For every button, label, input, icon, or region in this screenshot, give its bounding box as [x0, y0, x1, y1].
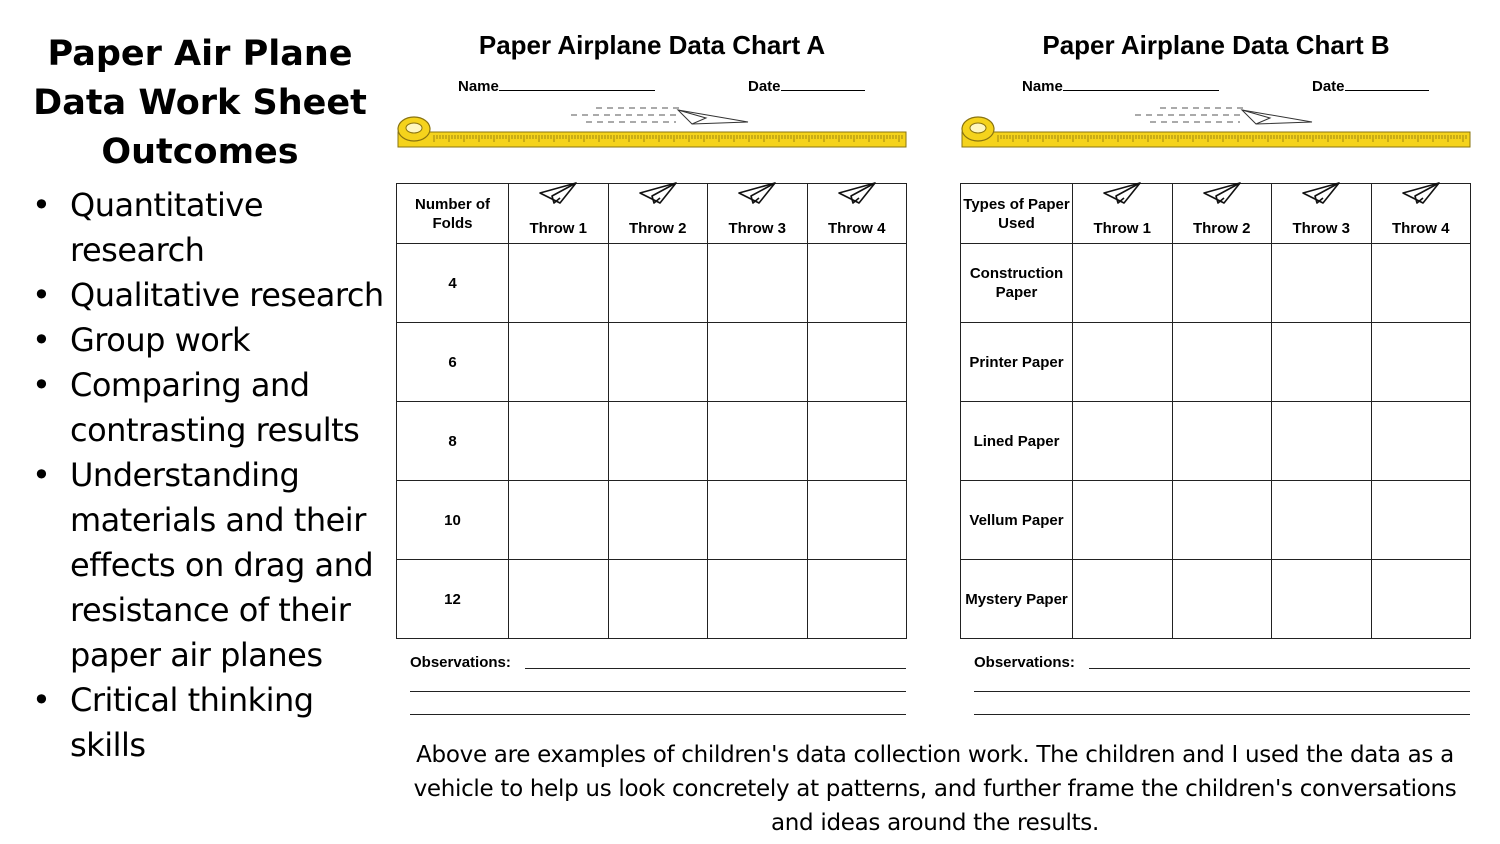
outcomes-panel [28, 30, 388, 768]
empty-cell [1371, 481, 1471, 560]
empty-cell [1172, 560, 1272, 639]
empty-cell [1172, 244, 1272, 323]
date-label: Date [1312, 78, 1345, 95]
empty-cell [1371, 244, 1471, 323]
paper-airplane-icon [1202, 181, 1242, 214]
date-field [748, 76, 865, 95]
empty-cell [1272, 244, 1372, 323]
empty-cell [608, 481, 708, 560]
empty-cell [1172, 323, 1272, 402]
outcomes-title-line: Outcomes [101, 132, 299, 172]
row-label: 12 [397, 560, 509, 639]
first-col-header: Types of Paper Used [961, 184, 1073, 244]
table-header-row [397, 184, 907, 244]
empty-cell [708, 244, 808, 323]
empty-cell [1073, 323, 1173, 402]
paper-airplane-icon [538, 181, 578, 214]
paper-airplane-icon [638, 181, 678, 214]
empty-cell [1172, 481, 1272, 560]
throw-header: Throw 2 [608, 184, 708, 244]
chart-b-title: Paper Airplane Data Chart B [1042, 30, 1390, 60]
name-field [1022, 76, 1219, 95]
empty-cell [1272, 481, 1372, 560]
empty-cell [1272, 402, 1372, 481]
empty-cell [509, 481, 609, 560]
data-chart-a [396, 28, 908, 671]
table-row [961, 481, 1471, 560]
empty-cell [1272, 323, 1372, 402]
table-header-row [961, 184, 1471, 244]
throw-header: Throw 2 [1172, 184, 1272, 244]
chart-b-table [960, 183, 1471, 639]
empty-cell [807, 481, 907, 560]
observations-area [410, 654, 906, 723]
empty-cell [1371, 560, 1471, 639]
outcome-item: • Group work [28, 318, 388, 363]
empty-cell [1172, 402, 1272, 481]
table-row [397, 402, 907, 481]
table-row [397, 481, 907, 560]
empty-cell [1073, 560, 1173, 639]
empty-cell [708, 402, 808, 481]
caption-text: Above are examples of children's data collection work. The children and I used the data as a vehicle to help us look concretely at patterns, and further frame the children's conversations and ideas around the results. [413, 742, 1457, 836]
chart-a-title: Paper Airplane Data Chart A [478, 30, 826, 60]
empty-cell [708, 481, 808, 560]
empty-cell [608, 402, 708, 481]
empty-cell [509, 402, 609, 481]
paper-airplane-icon [1102, 181, 1142, 214]
outcomes-title-line: Data Work Sheet [33, 83, 367, 123]
row-label: 8 [397, 402, 509, 481]
name-date-row [960, 76, 1472, 102]
empty-cell [708, 323, 808, 402]
paper-airplane-icon [1401, 181, 1441, 214]
date-label: Date [748, 78, 781, 95]
row-label: 10 [397, 481, 509, 560]
throw-header: Throw 4 [807, 184, 907, 244]
throw-header: Throw 3 [1272, 184, 1372, 244]
observations-label: Observations: [410, 654, 511, 671]
name-date-row [396, 76, 908, 102]
outcome-item: • Qualitative research [28, 273, 388, 318]
chart-a-table [396, 183, 907, 639]
row-label: Vellum Paper [961, 481, 1073, 560]
name-field [458, 76, 655, 95]
table-row [961, 244, 1471, 323]
empty-cell [807, 244, 907, 323]
empty-cell [807, 560, 907, 639]
empty-cell [807, 402, 907, 481]
first-col-header: Number of Folds [397, 184, 509, 244]
name-label: Name [458, 78, 499, 95]
row-label: Printer Paper [961, 323, 1073, 402]
table-row [961, 560, 1471, 639]
row-label: Mystery Paper [961, 560, 1073, 639]
date-field [1312, 76, 1429, 95]
empty-cell [1073, 402, 1173, 481]
empty-cell [1073, 481, 1173, 560]
outcome-item: • Comparing and contrasting results [28, 363, 388, 453]
empty-cell [1073, 244, 1173, 323]
paper-airplane-icon [737, 181, 777, 214]
throw-header: Throw 3 [708, 184, 808, 244]
empty-cell [1371, 323, 1471, 402]
row-label: Lined Paper [961, 402, 1073, 481]
measuring-tape-icon [960, 104, 1472, 154]
table-row [961, 323, 1471, 402]
row-label: 6 [397, 323, 509, 402]
throw-header: Throw 1 [1073, 184, 1173, 244]
outcome-item: • Critical thinking skills [28, 678, 388, 768]
outcomes-list [28, 183, 388, 768]
throw-header: Throw 4 [1371, 184, 1471, 244]
row-label: 4 [397, 244, 509, 323]
table-row [961, 402, 1471, 481]
empty-cell [1371, 402, 1471, 481]
empty-cell [807, 323, 907, 402]
outcomes-title [28, 30, 372, 177]
outcomes-title-line: Paper Air Plane [47, 34, 353, 74]
row-label: Construction Paper [961, 244, 1073, 323]
empty-cell [708, 560, 808, 639]
paper-airplane-icon [837, 181, 877, 214]
paper-airplane-icon [1301, 181, 1341, 214]
outcome-item: • Understanding materials and their effects on drag and resistance of their paper air planes [28, 453, 388, 678]
table-row [397, 323, 907, 402]
empty-cell [509, 323, 609, 402]
outcome-item: • Quantitative research [28, 183, 388, 273]
data-chart-b [960, 28, 1472, 671]
empty-cell [608, 244, 708, 323]
observations-label: Observations: [974, 654, 1075, 671]
empty-cell [509, 244, 609, 323]
observations-area [974, 654, 1470, 723]
empty-cell [1272, 560, 1372, 639]
name-label: Name [1022, 78, 1063, 95]
empty-cell [509, 560, 609, 639]
empty-cell [608, 560, 708, 639]
table-row [397, 560, 907, 639]
measuring-tape-icon [396, 104, 908, 154]
table-row [397, 244, 907, 323]
empty-cell [608, 323, 708, 402]
throw-header: Throw 1 [509, 184, 609, 244]
